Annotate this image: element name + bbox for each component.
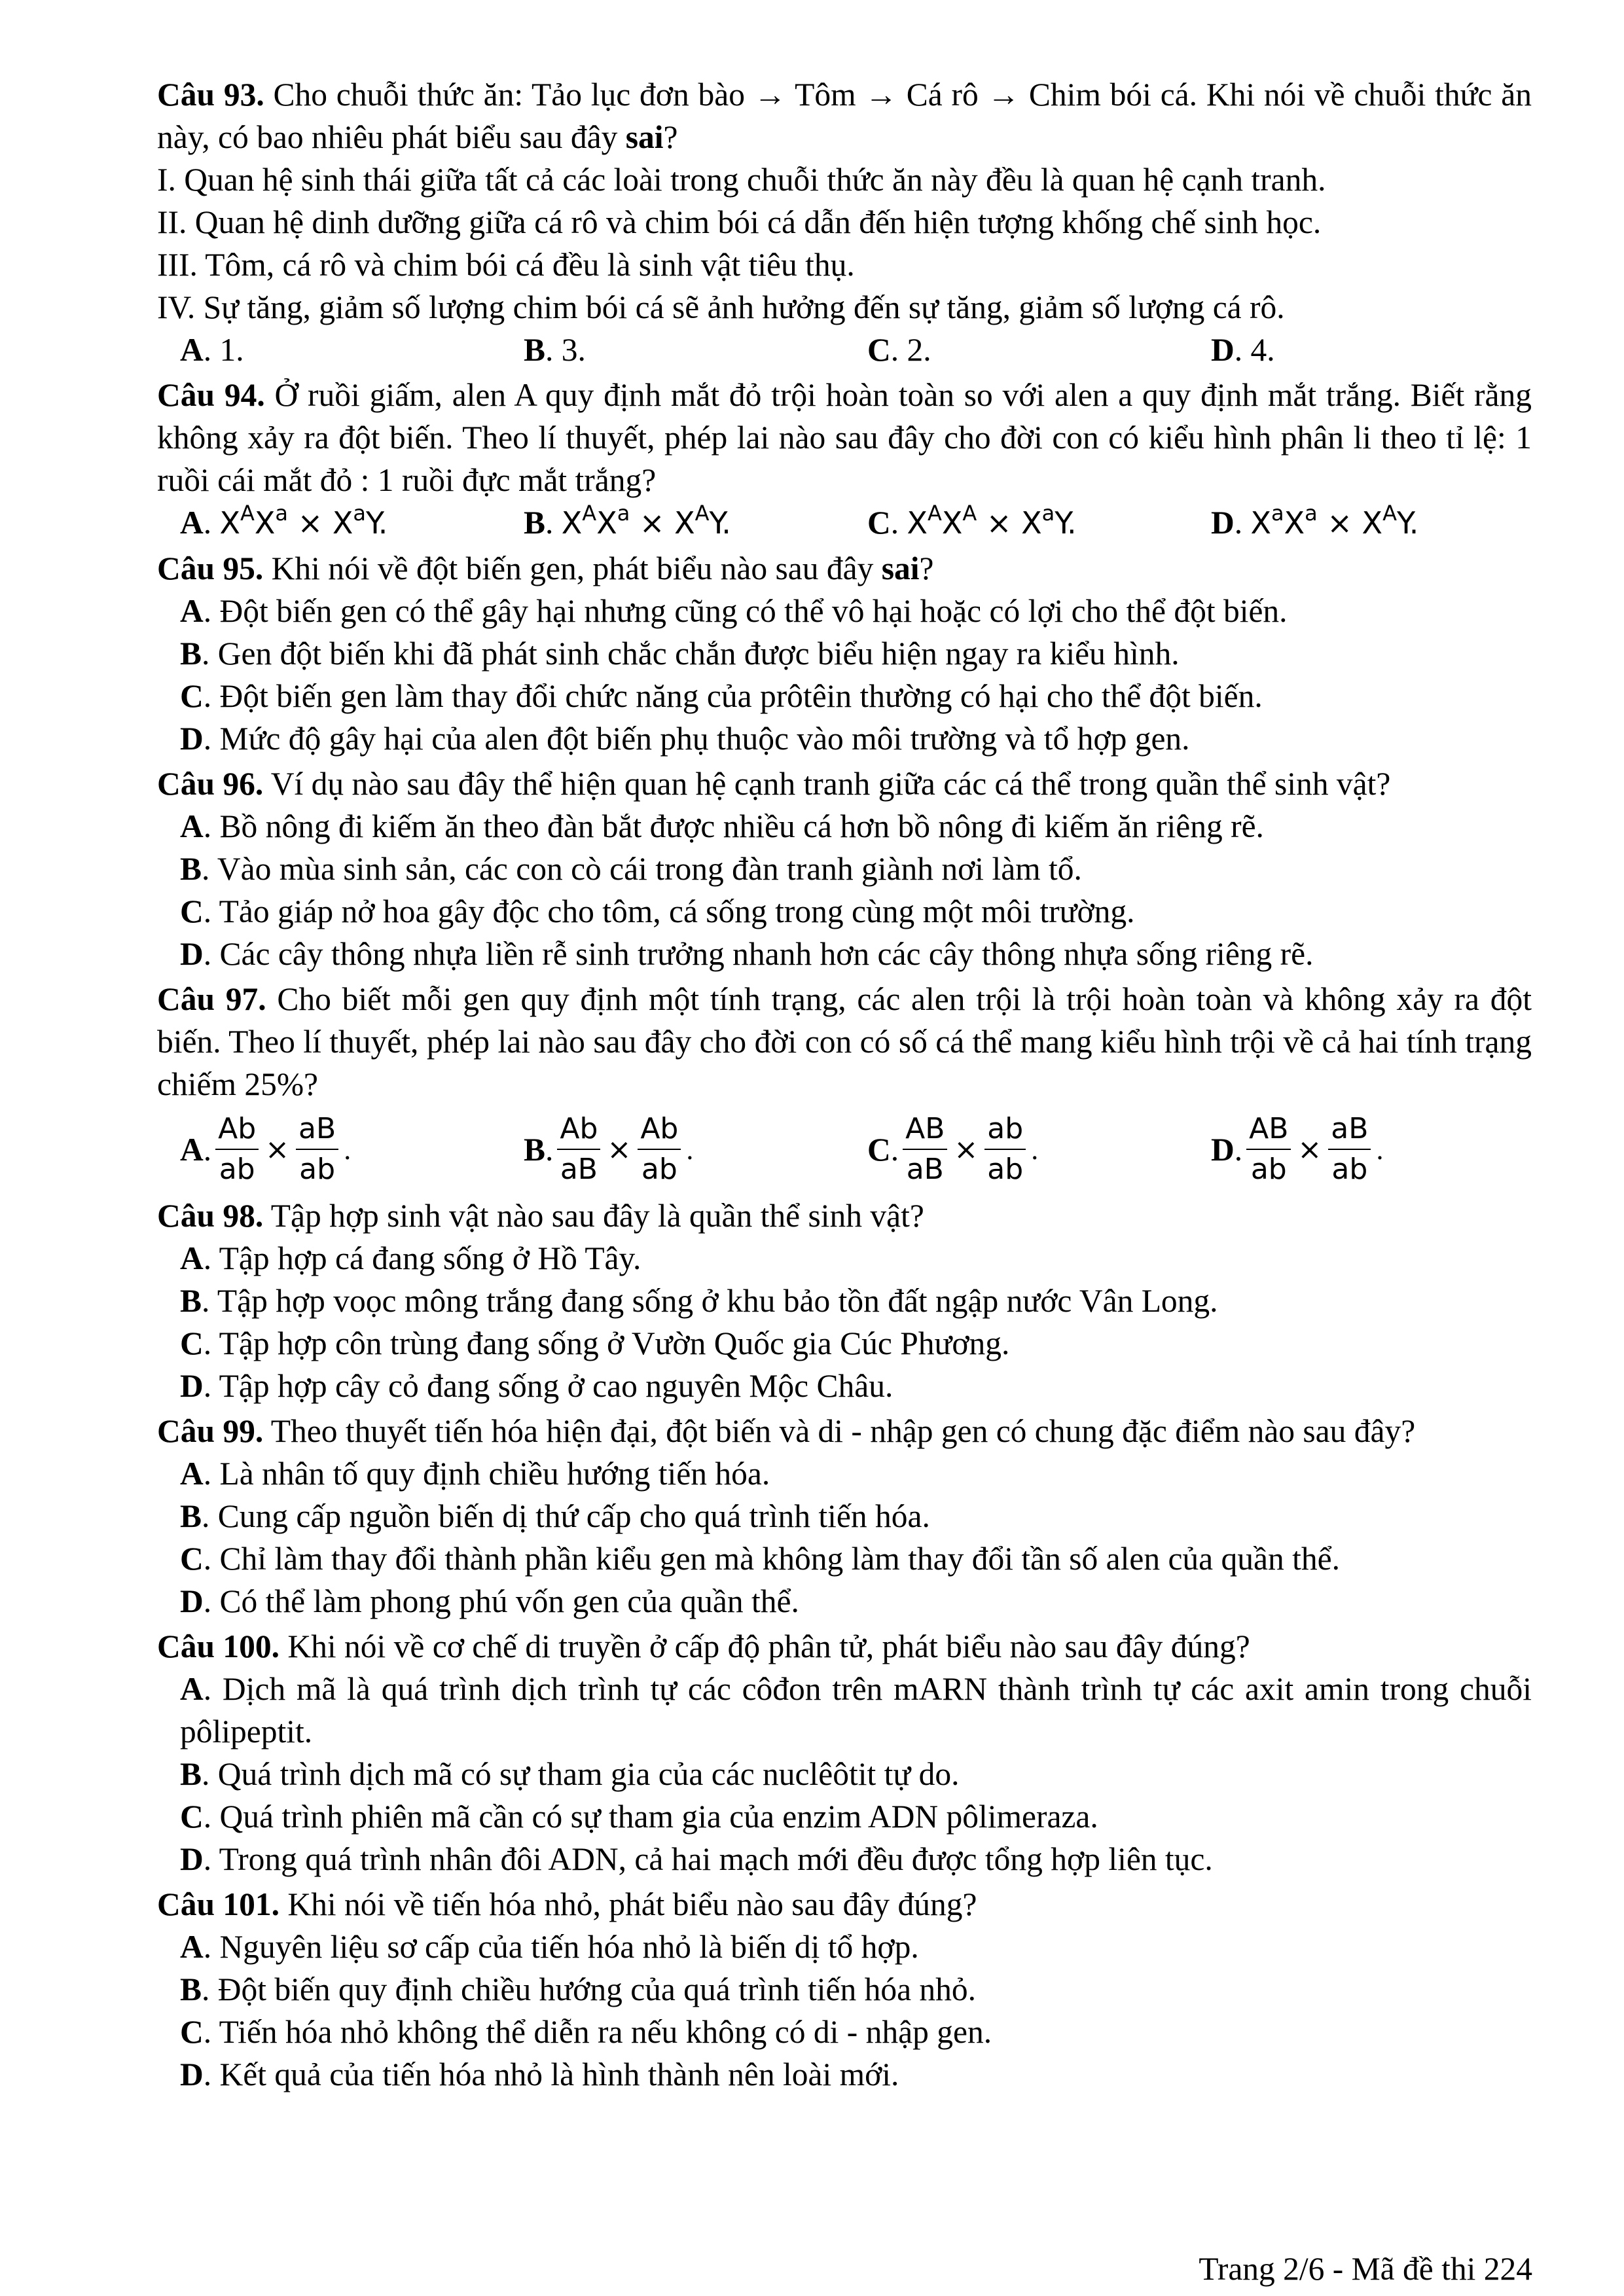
question-text: Khi nói về cơ chế di truyền ở cấp độ phân tử, phát biểu nào sau đây đúng? [280, 1628, 1250, 1664]
option-letter: D [180, 1583, 204, 1619]
genotype-fraction [1328, 1111, 1371, 1188]
question-number: Câu 100. [157, 1628, 280, 1664]
page-footer: Trang 2/6 - Mã đề thi 224 [1199, 2251, 1532, 2287]
allele: a [617, 501, 630, 526]
option-text: . Gen đột biến khi đã phát sinh chắc chắn được biểu hiện ngay ra kiểu hình. [202, 636, 1180, 672]
option-b [180, 1968, 1532, 2011]
option-text: . Quá trình phiên mã cần có sự tham gia của enzim ADN pôlimeraza. [203, 1799, 1098, 1835]
option-sep: . [1234, 1131, 1243, 1168]
option-c [180, 2011, 1532, 2053]
option-c [180, 1322, 1532, 1365]
gene-x: X [561, 505, 583, 541]
question-text: Ví dụ nào sau đây thể hiện quan hệ cạnh tranh giữa các cá thể trong quần thể sinh vật? [263, 766, 1391, 802]
option-b [524, 1111, 867, 1188]
option-text: . 3. [545, 332, 586, 368]
option-letter: D [180, 936, 204, 972]
option-d [180, 1365, 1532, 1407]
option-b [180, 1495, 1532, 1537]
genotype-fraction [984, 1111, 1026, 1188]
fraction-numerator: AB [903, 1111, 947, 1150]
exam-content [157, 73, 1532, 2096]
option-c [180, 675, 1532, 717]
option-letter: B [180, 851, 202, 887]
option-b [524, 329, 867, 371]
option-a [180, 329, 524, 371]
gene-x: X [907, 505, 928, 541]
option-text: . Dịch mã là quá trình dịch trình tự các côđon trên mARN thành trình tự các axit amin trong chuỗi pôlipeptit. [180, 1671, 1532, 1749]
question-stem [157, 1194, 1532, 1237]
cross-x: × X [977, 505, 1042, 541]
gene-x: X [941, 505, 963, 541]
option-sep: . [1234, 505, 1251, 541]
option-d [180, 1838, 1532, 1880]
cross-x: × X [1317, 505, 1383, 541]
option-sep: . [203, 1131, 212, 1168]
genotype-fraction [638, 1111, 681, 1188]
option-text: . Tập hợp cây cỏ đang sống ở cao nguyên Mộc Châu. [203, 1368, 893, 1404]
option-text: . Vào mùa sinh sản, các con cò cái trong đàn tranh giành nơi làm tổ. [202, 851, 1082, 887]
question-98 [157, 1194, 1532, 1407]
option-text: . Các cây thông nhựa liền rễ sinh trưởng nhanh hơn các cây thông nhựa sống riêng rẽ. [203, 936, 1314, 972]
question-stem [157, 547, 1532, 590]
options-row [157, 1107, 1532, 1192]
option-letter: C [867, 505, 891, 541]
option-a [180, 805, 1532, 848]
fraction-denominator: ab [641, 1153, 677, 1186]
option-a [180, 1668, 1532, 1753]
question-number: Câu 98. [157, 1198, 264, 1234]
genotype-fraction [557, 1111, 600, 1188]
question-text: Cho biết mỗi gen quy định một tính trạng, các alen trội là trội hoàn toàn và không xảy ra đột biến. Theo lí thuyết, phép lai nào sau đây cho đời con có số cá thể mang kiểu hình trội về cả hai tính trạng chiếm 25%? [157, 981, 1532, 1102]
option-c [867, 329, 1211, 371]
fraction-denominator: ab [299, 1153, 336, 1186]
allele: a [1305, 501, 1318, 526]
question-number: Câu 93. [157, 77, 264, 113]
allele: a [1271, 501, 1284, 526]
question-end: ? [663, 119, 678, 155]
option-sep: . [890, 1131, 899, 1168]
question-100 [157, 1625, 1532, 1880]
question-number: Câu 97. [157, 981, 266, 1017]
fraction-numerator: aB [1328, 1111, 1371, 1150]
allele: A [1382, 501, 1397, 526]
option-text: . Đột biến gen có thể gây hại nhưng cũng có thể vô hại hoặc có lợi cho thể đột biến. [203, 593, 1288, 629]
option-b [180, 848, 1532, 890]
fraction-denominator: aB [560, 1153, 598, 1186]
times-sign: × [265, 1132, 290, 1166]
fraction-numerator: ab [984, 1111, 1026, 1150]
option-text: . Đột biến gen làm thay đổi chức năng của prôtêin thường có hại cho thể đột biến. [203, 678, 1263, 714]
emphasis-word: sai [881, 550, 920, 586]
option-sep: . [203, 505, 220, 541]
option-text: . Chỉ làm thay đổi thành phần kiểu gen mà không làm thay đổi tần số alen của quần thể. [203, 1541, 1340, 1577]
option-letter: B [524, 505, 546, 541]
option-end: . [1031, 1133, 1039, 1166]
gene-y: Y. [1396, 505, 1419, 541]
option-letter: C [867, 1131, 891, 1168]
option-text: . Tập hợp cá đang sống ở Hồ Tây. [203, 1240, 641, 1276]
option-letter: B [180, 1283, 202, 1319]
option-sep: . [890, 505, 907, 541]
option-letter: B [180, 1971, 202, 2007]
fraction-numerator: Ab [638, 1111, 681, 1150]
option-text: . Bồ nông đi kiếm ăn theo đàn bắt được nhiều cá hơn bồ nông đi kiếm ăn riêng rẽ. [203, 808, 1264, 844]
question-stem [157, 1625, 1532, 1668]
option-text: . Kết quả của tiến hóa nhỏ là hình thành nên loài mới. [203, 2056, 899, 2092]
genotype-formula [1250, 501, 1419, 541]
question-text: Theo thuyết tiến hóa hiện đại, đột biến và di - nhập gen có chung đặc điểm nào sau đây? [263, 1413, 1416, 1449]
options-row [157, 501, 1532, 545]
option-letter: C [867, 332, 891, 368]
allele: a [275, 501, 289, 526]
option-b [180, 632, 1532, 675]
allele: A [928, 501, 942, 526]
question-93 [157, 73, 1532, 371]
gene-x: X [254, 505, 276, 541]
gene-x: X [596, 505, 617, 541]
fraction-denominator: ab [1250, 1153, 1287, 1186]
option-letter: B [180, 636, 202, 672]
option-text: . Mức độ gây hại của alen đột biến phụ thuộc vào môi trường và tổ hợp gen. [203, 721, 1190, 757]
gene-y: Y. [1055, 505, 1077, 541]
genotype-formula [907, 501, 1077, 541]
gene-y: Y. [365, 505, 388, 541]
option-text: . Nguyên liệu sơ cấp của tiến hóa nhỏ là biến dị tổ hợp. [203, 1929, 919, 1965]
option-text: . Tập hợp côn trùng đang sống ở Vườn Quốc gia Cúc Phương. [203, 1325, 1010, 1361]
option-letter: B [524, 1131, 546, 1168]
fraction-numerator: aB [296, 1111, 338, 1150]
question-text: Ở ruồi giấm, alen A quy định mắt đỏ trội hoàn toàn so với alen a quy định mắt trắng. Biết rằng không xảy ra đột biến. Theo lí thuyết, phép lai nào sau đây cho đời con có kiểu hình phân li theo tỉ lệ: 1 ruồi cái mắt đỏ : 1 ruồi đực mắt trắng? [157, 377, 1532, 498]
option-text: . 4. [1234, 332, 1275, 368]
genotype-fraction [1246, 1111, 1291, 1188]
option-sep: . [545, 505, 562, 541]
question-stem [157, 1883, 1532, 1926]
option-letter: C [180, 1325, 204, 1361]
option-end: . [344, 1133, 352, 1166]
option-letter: C [180, 1541, 204, 1577]
option-letter: D [180, 1841, 204, 1877]
option-end: . [686, 1133, 694, 1166]
question-number: Câu 99. [157, 1413, 264, 1449]
option-letter: B [524, 332, 546, 368]
option-c [180, 1795, 1532, 1838]
question-96 [157, 762, 1532, 975]
option-text: . Đột biến quy định chiều hướng của quá trình tiến hóa nhỏ. [202, 1971, 977, 2007]
option-letter: A [180, 505, 204, 541]
question-stem [157, 762, 1532, 805]
option-text: . Trong quá trình nhân đôi ADN, cả hai mạch mới đều được tổng hợp liên tục. [203, 1841, 1213, 1877]
option-c [867, 501, 1211, 545]
option-b [180, 1280, 1532, 1322]
fraction-numerator: AB [1246, 1111, 1291, 1150]
option-letter: D [180, 721, 204, 757]
option-letter: A [180, 1456, 204, 1492]
option-c [867, 1111, 1211, 1188]
gene-y: Y. [709, 505, 731, 541]
question-number: Câu 95. [157, 550, 264, 586]
allele: a [353, 501, 366, 526]
option-end: . [1376, 1133, 1384, 1166]
question-97 [157, 978, 1532, 1192]
option-letter: B [180, 1756, 202, 1792]
option-a [180, 1111, 524, 1188]
option-a [180, 1237, 1532, 1280]
cross-x: × X [630, 505, 695, 541]
option-d [1211, 1111, 1555, 1188]
question-95 [157, 547, 1532, 760]
question-text: Tập hợp sinh vật nào sau đây là quần thể sinh vật? [263, 1198, 924, 1234]
option-letter: D [180, 1368, 204, 1404]
option-text: . 1. [203, 332, 244, 368]
option-b [524, 501, 867, 545]
option-text: . Quá trình dịch mã có sự tham gia của các nuclêôtit tự do. [202, 1756, 960, 1792]
option-text: . Là nhân tố quy định chiều hướng tiến hóa. [203, 1456, 770, 1492]
option-d [1211, 501, 1418, 545]
option-text: . Có thể làm phong phú vốn gen của quần thể. [203, 1583, 799, 1619]
option-d [1211, 329, 1275, 371]
allele: A [240, 501, 255, 526]
statement: I. Quan hệ sinh thái giữa tất cả các loài trong chuỗi thức ăn này đều là quan hệ cạnh tranh. [157, 162, 1326, 198]
allele: A [695, 501, 710, 526]
gene-x: X [219, 505, 241, 541]
option-b [180, 1753, 1532, 1795]
options-row [157, 329, 1532, 371]
question-text: Khi nói về tiến hóa nhỏ, phát biểu nào sau đây đúng? [280, 1886, 977, 1922]
option-d [180, 2053, 1532, 2096]
times-sign: × [954, 1132, 979, 1166]
option-text: . Cung cấp nguồn biến dị thứ cấp cho quá trình tiến hóa. [202, 1498, 930, 1534]
times-sign: × [607, 1132, 632, 1166]
fraction-numerator: Ab [215, 1111, 259, 1150]
option-text: . Tiến hóa nhỏ không thể diễn ra nếu không có di - nhập gen. [203, 2014, 992, 2050]
question-stem [157, 1410, 1532, 1452]
statement: IV. Sự tăng, giảm số lượng chim bói cá sẽ ảnh hưởng đến sự tăng, giảm số lượng cá rô. [157, 289, 1285, 325]
option-letter: D [180, 2056, 204, 2092]
cross-x: × X [288, 505, 353, 541]
option-letter: A [180, 332, 204, 368]
option-letter: D [1211, 1131, 1235, 1168]
option-letter: A [180, 1671, 204, 1707]
option-letter: C [180, 893, 204, 929]
fraction-denominator: ab [1331, 1153, 1368, 1186]
genotype-fraction [215, 1111, 259, 1188]
statement: III. Tôm, cá rô và chim bói cá đều là sinh vật tiêu thụ. [157, 247, 855, 283]
fraction-denominator: aB [906, 1153, 944, 1186]
option-letter: C [180, 678, 204, 714]
genotype-fraction [903, 1111, 947, 1188]
allele: A [582, 501, 597, 526]
question-number: Câu 101. [157, 1886, 280, 1922]
option-letter: D [1211, 332, 1235, 368]
gene-x: X [1284, 505, 1305, 541]
emphasis-word: sai [625, 119, 664, 155]
allele: a [1041, 501, 1055, 526]
statement: II. Quan hệ dinh dưỡng giữa cá rô và chim bói cá dẫn đến hiện tượng khống chế sinh học. [157, 204, 1322, 240]
option-letter: D [1211, 505, 1235, 541]
question-stem [157, 73, 1532, 158]
question-101 [157, 1883, 1532, 2096]
option-c [180, 890, 1532, 933]
option-a [180, 1452, 1532, 1495]
question-end: ? [919, 550, 934, 586]
option-text: . 2. [890, 332, 931, 368]
question-number: Câu 96. [157, 766, 264, 802]
allele: A [962, 501, 977, 526]
genotype-formula [219, 501, 388, 541]
question-stem [157, 374, 1532, 501]
option-letter: B [180, 1498, 202, 1534]
option-c [180, 1537, 1532, 1580]
option-d [180, 933, 1532, 975]
option-a [180, 1926, 1532, 1968]
fraction-numerator: Ab [557, 1111, 600, 1150]
option-sep: . [545, 1131, 554, 1168]
option-text: . Tập hợp voọc mông trắng đang sống ở khu bảo tồn đất ngập nước Vân Long. [202, 1283, 1218, 1319]
question-99 [157, 1410, 1532, 1623]
option-letter: A [180, 808, 204, 844]
option-a [180, 501, 524, 545]
genotype-fraction [296, 1111, 338, 1188]
option-letter: A [180, 1240, 204, 1276]
option-d [180, 1580, 1532, 1623]
option-text: . Tảo giáp nở hoa gây độc cho tôm, cá sống trong cùng một môi trường. [203, 893, 1135, 929]
fraction-denominator: ab [987, 1153, 1024, 1186]
genotype-formula [561, 501, 731, 541]
question-text: Cho chuỗi thức ăn: Tảo lục đơn bào → Tôm → Cá rô → Chim bói cá. Khi nói về chuỗi thức ăn này, có bao nhiêu phát biểu sau đây [157, 77, 1532, 155]
option-letter: A [180, 1131, 204, 1168]
question-text: Khi nói về đột biến gen, phát biểu nào sau đây [263, 550, 882, 586]
gene-x: X [1250, 505, 1272, 541]
option-letter: A [180, 1929, 204, 1965]
times-sign: × [1297, 1132, 1322, 1166]
fraction-denominator: ab [219, 1153, 255, 1186]
option-d [180, 717, 1532, 760]
option-letter: A [180, 593, 204, 629]
question-number: Câu 94. [157, 377, 265, 413]
question-stem [157, 978, 1532, 1105]
option-letter: C [180, 1799, 204, 1835]
option-a [180, 590, 1532, 632]
option-letter: C [180, 2014, 204, 2050]
question-94 [157, 374, 1532, 545]
